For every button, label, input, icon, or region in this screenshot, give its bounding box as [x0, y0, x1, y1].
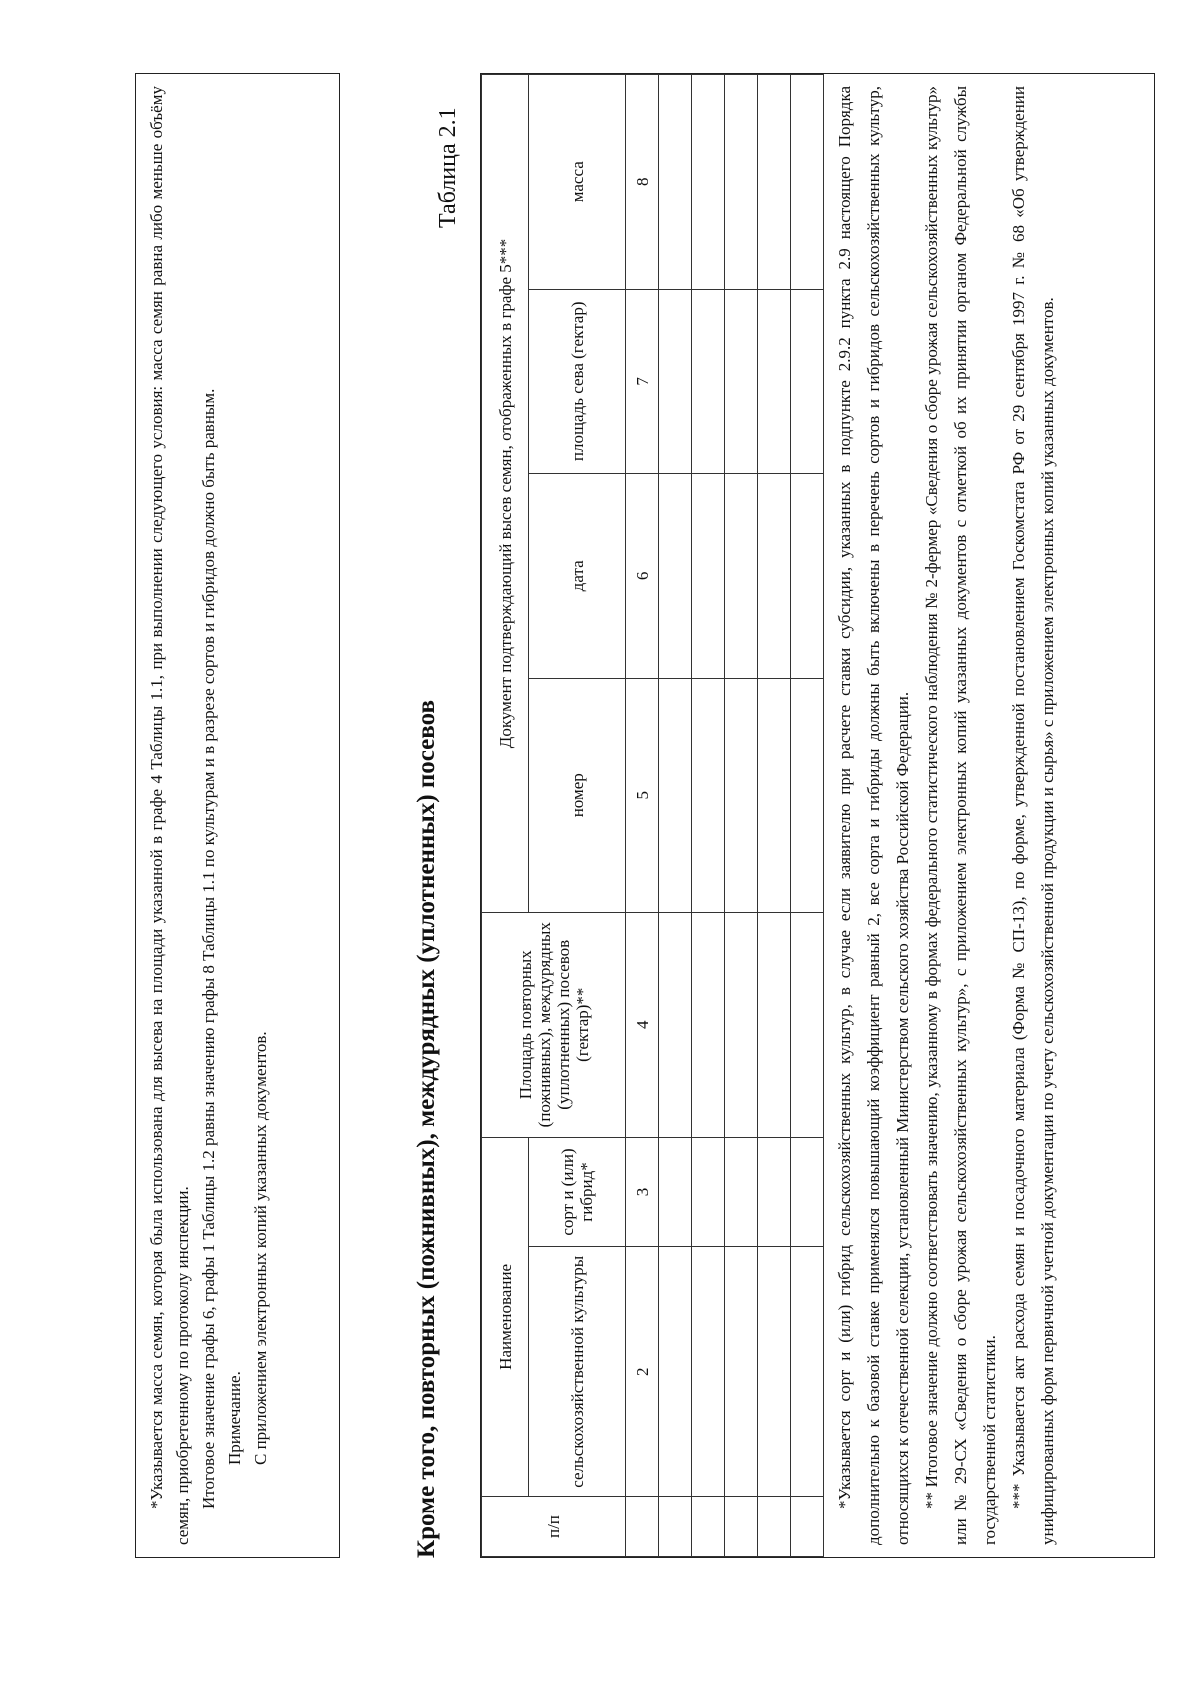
table-cell — [692, 1247, 725, 1497]
table-row — [725, 75, 758, 1557]
table-cell — [758, 474, 791, 678]
footnote-2: ** Итоговое значение должно соответствовать значению, указанному в формах федерального статистического наблюдения № 2-фермер «Сведения о сборе урожая сельскохозяйственных культур» или № 29-СХ «Сведения о сборе урожая сельскохозяйственных культур», с приложением электронных копий указанных документов с отметкой об их принятии органом Федеральной службы государственной статистики. — [922, 86, 999, 1545]
note-label: Примечание. — [225, 1371, 244, 1465]
footnotes — [824, 74, 1062, 1557]
table-row — [659, 75, 692, 1557]
table-row — [758, 75, 791, 1557]
table-header-row-1 — [482, 75, 529, 1557]
table-cell — [791, 678, 824, 912]
table-cell — [758, 1497, 791, 1557]
table-cell — [659, 1137, 692, 1247]
table-cell — [659, 474, 692, 678]
table-cell — [725, 678, 758, 912]
table-header-row-2 — [529, 75, 626, 1557]
header-np: п/п — [482, 1497, 626, 1557]
table-cell — [791, 289, 824, 474]
header-number: номер — [529, 678, 626, 912]
table-cell — [692, 474, 725, 678]
empty-rows — [659, 75, 824, 1557]
table-cell — [758, 1247, 791, 1497]
column-number: 4 — [626, 912, 659, 1137]
table-cell — [659, 289, 692, 474]
table-cell — [758, 912, 791, 1137]
intro-paragraph-2: Итоговое значение графы 6, графы 1 Таблицы 1.2 равны значению графы 8 Таблицы 1.1 по культурам и в разрезе сортов и гибридов должно быть равным. — [199, 388, 218, 1509]
data-table — [481, 74, 824, 1557]
table-cell — [791, 75, 824, 290]
table-row — [692, 75, 725, 1557]
table-cell — [659, 1247, 692, 1497]
table-cell — [791, 1247, 824, 1497]
column-number: 3 — [626, 1137, 659, 1247]
table-label: Таблица 2.1 — [435, 107, 461, 228]
table-cell — [725, 912, 758, 1137]
column-number: 6 — [626, 474, 659, 678]
table-cell — [791, 474, 824, 678]
table-row — [791, 75, 824, 1557]
column-number: 5 — [626, 678, 659, 912]
intro-box — [135, 73, 340, 1558]
table-cell — [725, 474, 758, 678]
header-sort: сорт и (или) гибрид* — [529, 1137, 626, 1247]
column-number — [626, 1497, 659, 1557]
table-cell — [692, 912, 725, 1137]
intro-paragraph-1: *Указывается масса семян, которая была использована для высева на площади указанной в графе 4 Таблицы 1.1, при выполнении следующего условия: масса семян равна либо меньше объёму семян, приобретенному по протоколу инспекции. — [147, 86, 192, 1545]
table-cell — [725, 75, 758, 290]
column-number: 8 — [626, 75, 659, 290]
note-text: С приложением электронных копий указанных документов. — [251, 1031, 270, 1465]
table-cell — [725, 289, 758, 474]
header-name-group: Наименование — [482, 1137, 529, 1497]
table-cell — [791, 1497, 824, 1557]
column-number: 7 — [626, 289, 659, 474]
column-number-row — [626, 75, 659, 1557]
table-cell — [659, 912, 692, 1137]
table-cell — [791, 1137, 824, 1247]
table-cell — [758, 289, 791, 474]
header-mass: масса — [529, 75, 626, 290]
rotated-page — [135, 58, 1155, 1558]
footnote-3: *** Указывается акт расхода семян и посадочного материала (Форма № СП-13), по форме, утвержденной постановлением Госкомстата РФ от 29 сентября 1997 г. № 68 «Об утверждении унифицированных форм первичной учетной документации по учету сельскохозяйственной продукции и сырья» с приложением электронных копий указанных документов. — [1009, 86, 1057, 1545]
table-cell — [725, 1497, 758, 1557]
header-date: дата — [529, 474, 626, 678]
section-heading: Кроме того, повторных (пожнивных), междурядных (уплотненных) посевов — [413, 700, 440, 1558]
header-doc-group: Документ подтверждающий высев семян, отображенных в графе 5*** — [482, 75, 529, 913]
table-cell — [791, 912, 824, 1137]
footnote-1: *Указывается сорт и (или) гибрид сельскохозяйственных культур, в случае если заявителю при расчете ставки субсидии, указанных в подпункте 2.9.2 пункта 2.9 настоящего Порядка дополнительно к базовой ставке применялся повышающий коэффициент равный 2, все сорта и гибриды должны быть включены в перечень сортов и гибридов сельскохозяйственных культур, относящихся к отечественной селекции, установленный Министерством сельского хозяйства Российской Федерации. — [835, 86, 912, 1545]
table-cell — [692, 75, 725, 290]
table-cell — [659, 75, 692, 290]
header-area: Площадь повторных (пожнивных), междурядных (уплотненных) посевов (гектар)** — [482, 912, 626, 1137]
column-number: 2 — [626, 1247, 659, 1497]
table-cell — [758, 75, 791, 290]
table-cell — [758, 1137, 791, 1247]
table-cell — [758, 678, 791, 912]
table-cell — [725, 1137, 758, 1247]
table-cell — [659, 678, 692, 912]
table-cell — [659, 1497, 692, 1557]
table-cell — [692, 1497, 725, 1557]
header-sow-area: площадь сева (гектар) — [529, 289, 626, 474]
header-crop: сельскохозяйственной культуры — [529, 1247, 626, 1497]
table-with-notes — [480, 73, 1155, 1558]
table-cell — [725, 1247, 758, 1497]
table-cell — [692, 289, 725, 474]
table-cell — [692, 678, 725, 912]
table-cell — [692, 1137, 725, 1247]
